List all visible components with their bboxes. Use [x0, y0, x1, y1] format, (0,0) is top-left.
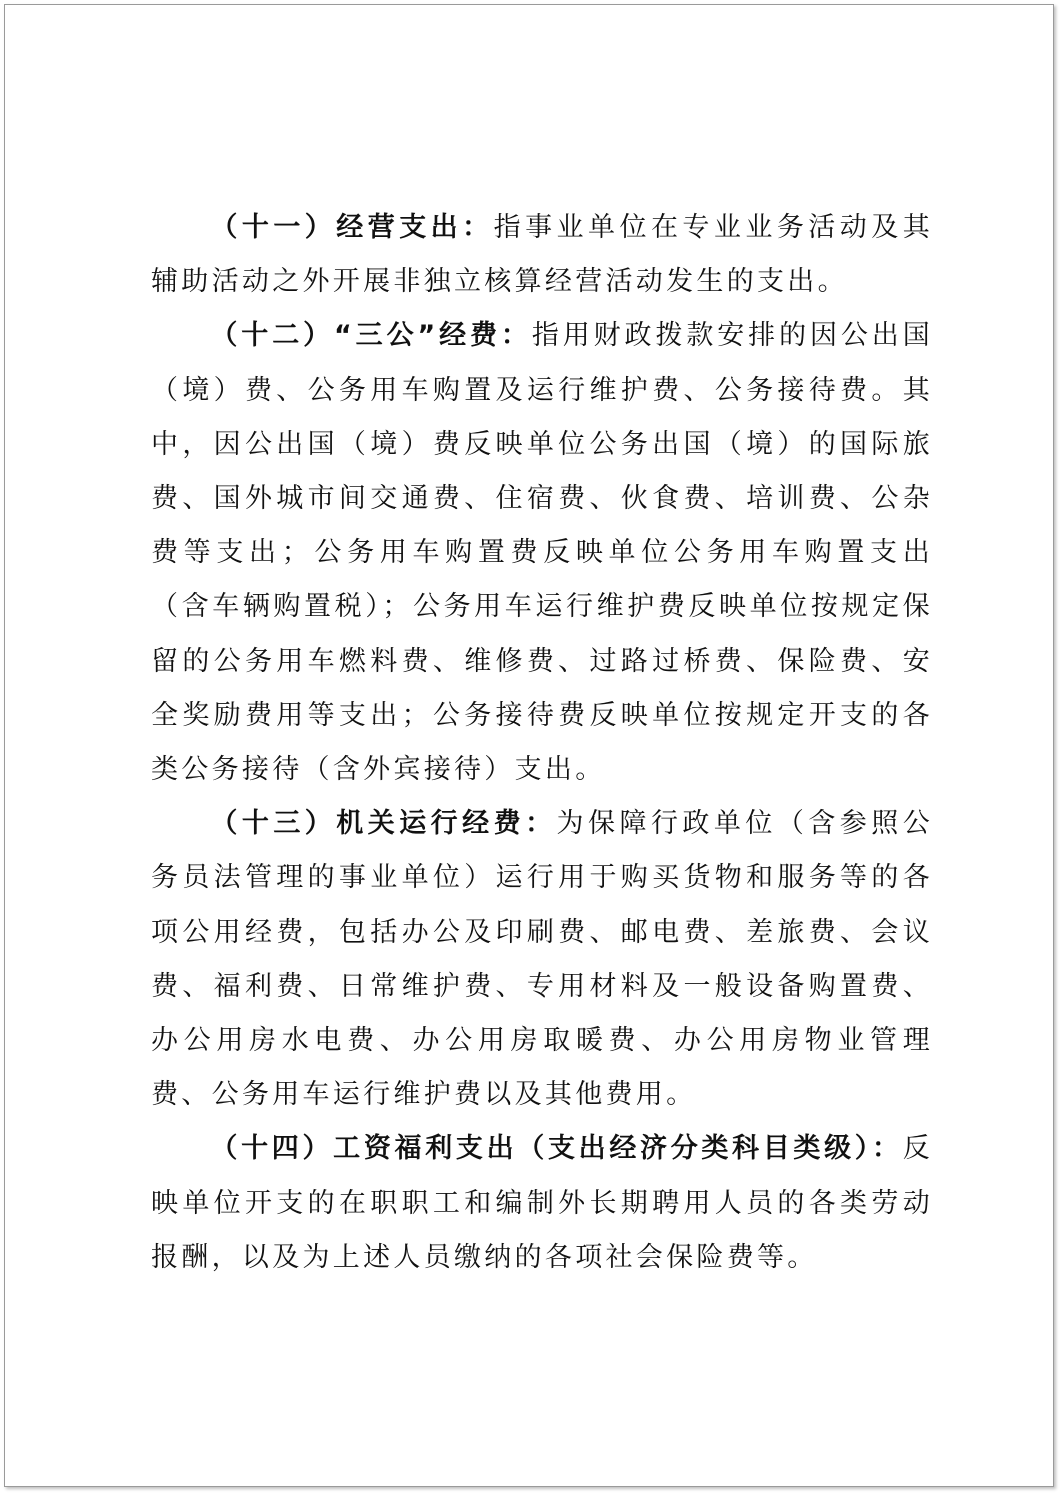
- paragraph-text: 指事业单位在专业业务活动及其辅助活动之外开展非独立核算经营活动发生的支出。: [151, 212, 933, 298]
- paragraph-salary-welfare-expenses: [151, 1122, 933, 1285]
- paragraph-three-public-expenses: [151, 309, 933, 797]
- paragraph-text: 指用财政拨款安排的因公出国（境）费、公务用车购置及运行维护费、公务接待费。其中，因公出国（境）费反映单位公务出国（境）的国际旅费、国外城市间交通费、住宿费、伙食费、培训费、公杂费等支出；公务用车购置费反映单位公务用车购置支出（含车辆购置税）；公务用车运行维护费反映单位按规定保留的公务用车燃料费、维修费、过路过桥费、保险费、安全奖励费用等支出；公务接待费反映单位按规定开支的各类公务接待（含外宾接待）支出。: [151, 320, 933, 786]
- paragraph-text: 反映单位开支的在职职工和编制外长期聘用人员的各类劳动报酬，以及为上述人员缴纳的各项社会保险费等。: [151, 1133, 933, 1273]
- paragraph-operating-expenses: [151, 201, 933, 309]
- document-page: [4, 4, 1054, 1487]
- paragraph-text: 为保障行政单位（含参照公务员法管理的事业单位）运行用于购买货物和服务等的各项公用经费，包括办公及印刷费、邮电费、差旅费、会议费、福利费、日常维护费、专用材料及一般设备购置费、办公用房水电费、办公用房取暖费、办公用房物业管理费、公务用车运行维护费以及其他费用。: [151, 808, 933, 1111]
- document-body: [151, 201, 933, 1285]
- paragraph-heading: （十二）“三公”经费：: [210, 320, 532, 352]
- paragraph-heading: （十三）机关运行经费：: [210, 808, 557, 840]
- paragraph-heading: （十一）经营支出：: [210, 212, 494, 243]
- paragraph-heading: （十四）工资福利支出（支出经济分类科目类级）：: [210, 1133, 903, 1165]
- paragraph-agency-operating-expenses: [151, 797, 933, 1122]
